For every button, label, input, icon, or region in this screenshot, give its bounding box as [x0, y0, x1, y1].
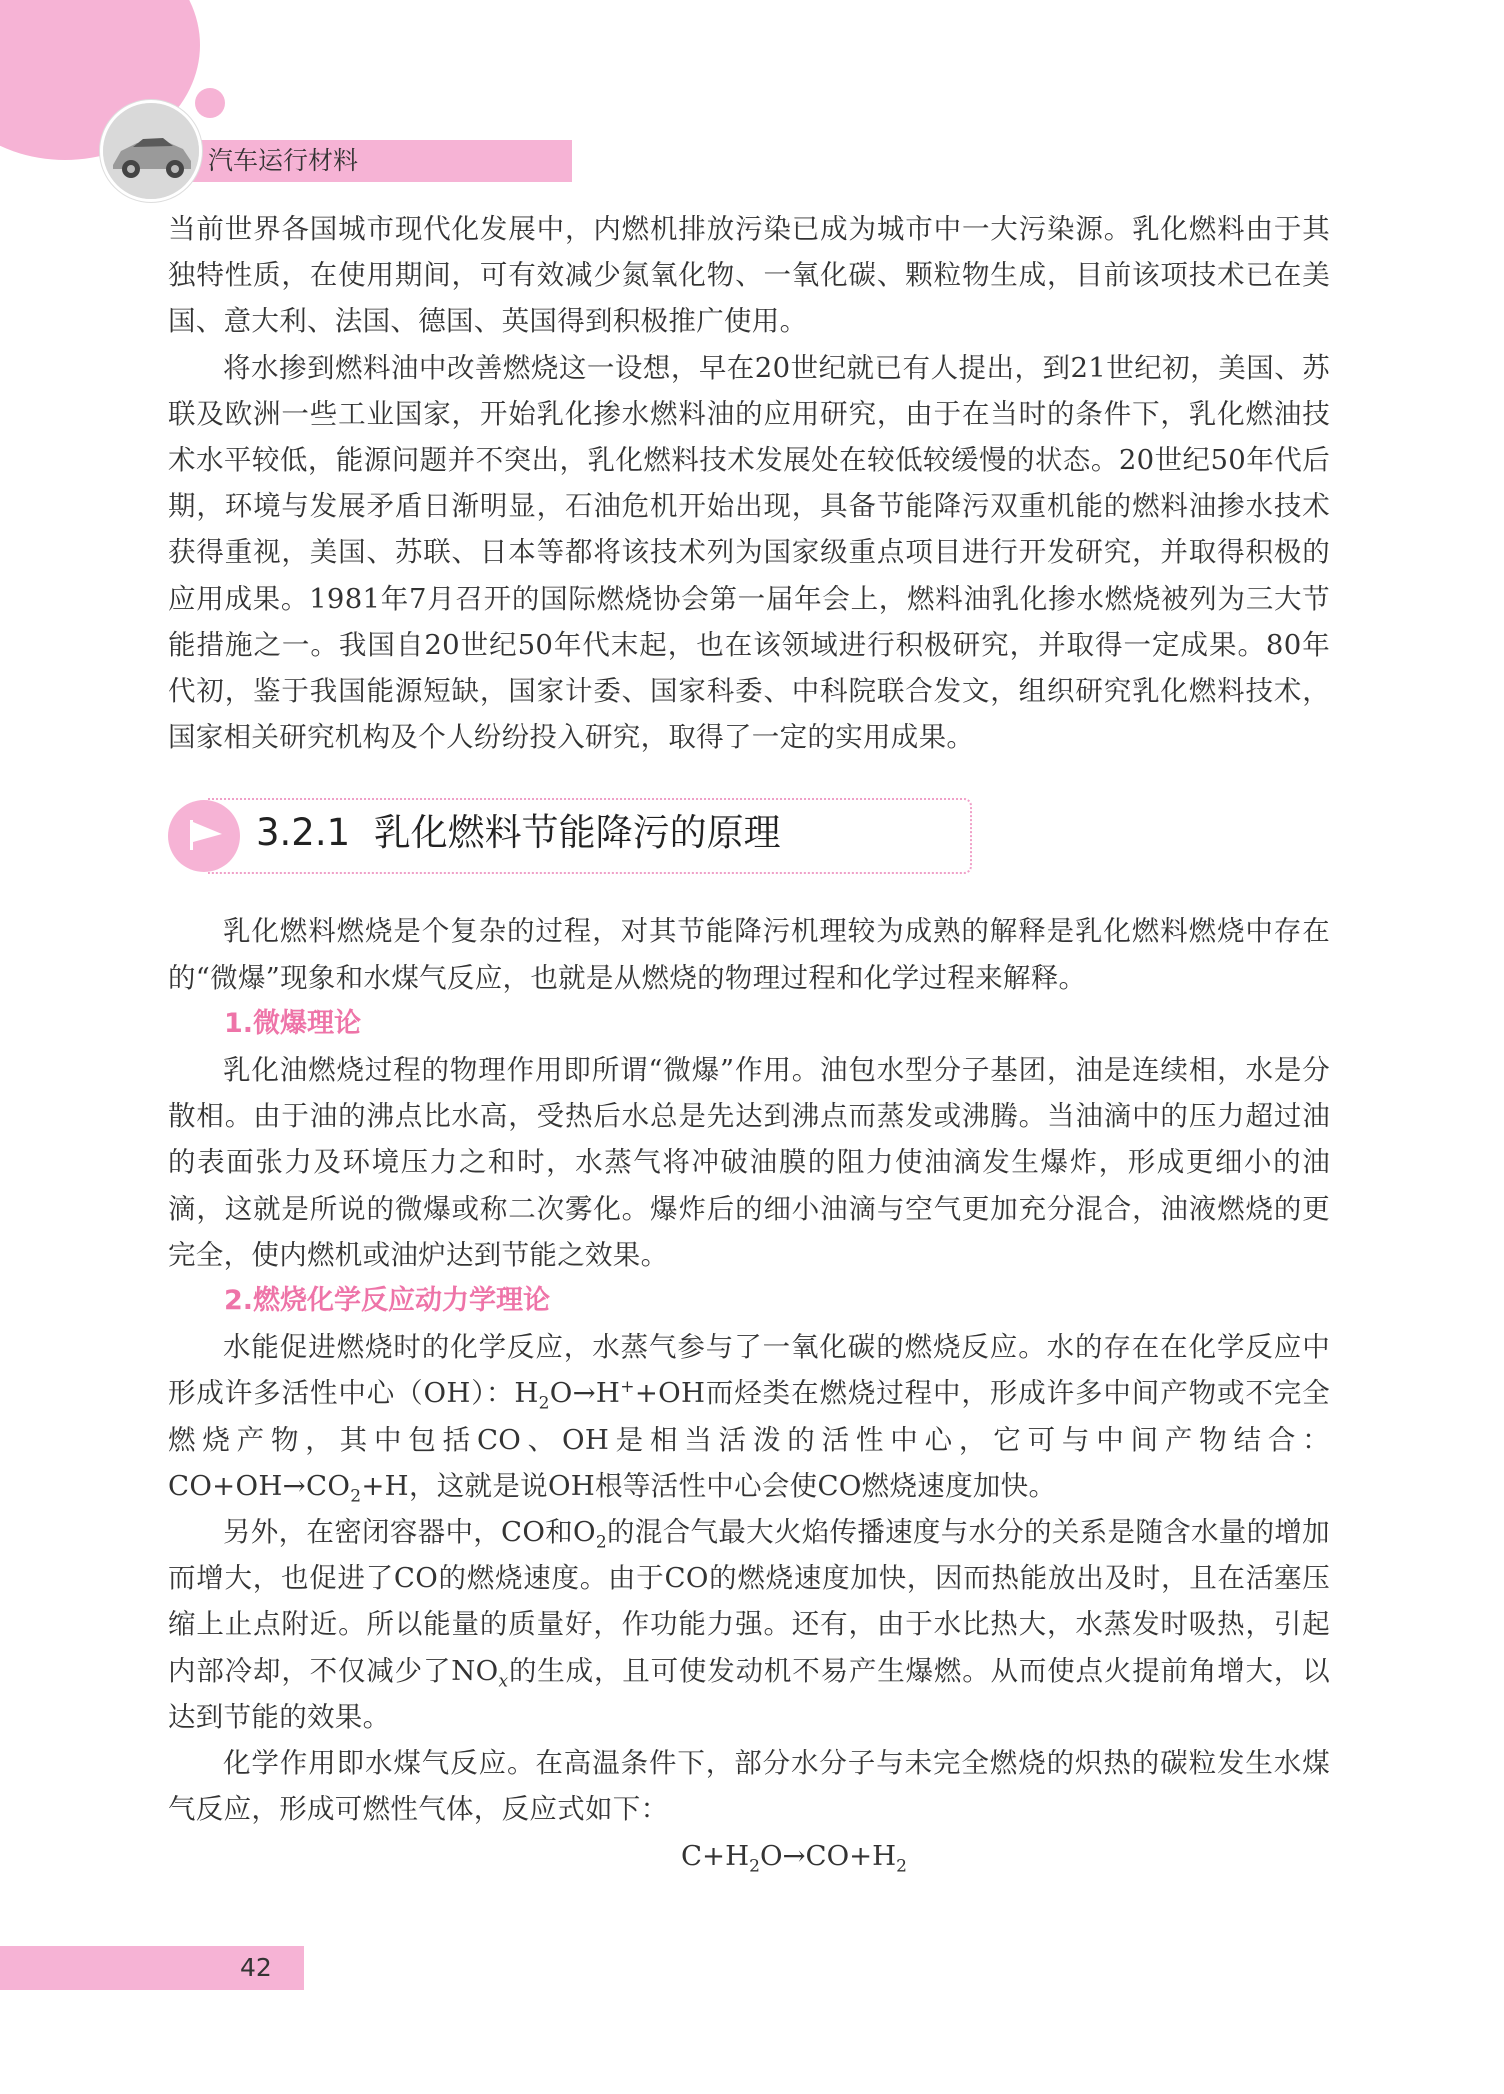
micro-explosion-paragraph: 乳化油燃烧过程的物理作用即所谓“微爆”作用。油包水型分子基团，油是连续相，水是分散相。由于油的沸点比水高，受热后水总是先达到沸点而蒸发或沸腾。当油滴中的压力超过油的表面张力及环境压力之和时，水蒸气将冲破油膜的阻力使油滴发生爆炸，形成更细小的油滴，这就是所说的微爆或称二次雾化。爆炸后的细小油滴与空气更加充分混合，油液燃烧的更完全，使内燃机或油炉达到节能之效果。 [168, 1054, 1330, 1271]
subheading-micro-explosion: 1.微爆理论 [224, 1007, 362, 1039]
flag-icon [188, 818, 224, 852]
section-number: 3.2.1 [256, 811, 351, 855]
subheading-reaction-kinetics: 2.燃烧化学反应动力学理论 [224, 1285, 551, 1317]
section-title-text: 乳化燃料节能降污的原理 [373, 811, 781, 855]
reaction-kinetics-paragraph-2: 另外，在密闭容器中，CO和$O_2$的混合气最大火焰传播速度与水分的关系是随含水量的增加而增大，也促进了CO的燃烧速度。由于CO的燃烧速度加快，因而热能放出及时，且在活塞压缩上止点附近。所以能量的质量好，作功能力强。还有，由于水比热大，水蒸发时吸热，引起内部冷却，不仅减少了$NO_x$的生成，且可使发动机不易产生爆燃。从而使点火提前角增大，以达到节能的效果。 [168, 1516, 1330, 1733]
water-gas-paragraph: 化学作用即水煤气反应。在高温条件下，部分水分子与未完全燃烧的炽热的碳粒发生水煤气反应，形成可燃性气体，反应式如下： [168, 1747, 1330, 1826]
water-gas-equation: $C+H_2O\to CO+H_2$ [681, 1839, 907, 1876]
reaction-kinetics-paragraph-1: 水能促进燃烧时的化学反应，水蒸气参与了一氧化碳的燃烧反应。水的存在在化学反应中形成许多活性中心（OH）：$H_2O\to H^++OH$而烃类在燃烧过程中，形成许多中间产物或不完全燃烧产物，其中包括CO、OH是相当活泼的活性中心，它可与中间产物结合：$CO+OH\to CO_2+H$，这就是说OH根等活性中心会使CO燃烧速度加快。 [168, 1331, 1330, 1507]
car-image [100, 100, 202, 202]
section-heading [168, 798, 1330, 898]
intro-paragraph-1: 当前世界各国城市现代化发展中，内燃机排放污染已成为城市中一大污染源。乳化燃料由于其独特性质，在使用期间，可有效减少氮氧化物、一氧化碳、颗粒物生成，目前该项技术已在美国、意大利、法国、德国、英国得到积极推广使用。 [168, 213, 1330, 338]
car-icon [103, 103, 199, 199]
section-paragraph-1: 乳化燃料燃烧是个复杂的过程，对其节能降污机理较为成熟的解释是乳化燃料燃烧中存在的“微爆”现象和水煤气反应，也就是从燃烧的物理过程和化学过程来解释。 [168, 915, 1330, 994]
page-number: 42 [240, 1953, 272, 1982]
page-content [168, 206, 1330, 1879]
intro-paragraph-2: 将水掺到燃料油中改善燃烧这一设想，早在20世纪就已有人提出，到21世纪初，美国、苏联及欧洲一些工业国家，开始乳化掺水燃料油的应用研究，由于在当时的条件下，乳化燃油技术水平较低，能源问题并不突出，乳化燃料技术发展处在较低较缓慢的状态。20世纪50年代后期，环境与发展矛盾日渐明显，石油危机开始出现，具备节能降污双重机能的燃料油掺水技术获得重视，美国、苏联、日本等都将该技术列为国家级重点项目进行开发研究，并取得积极的应用成果。1981年7月召开的国际燃烧协会第一届年会上，燃料油乳化掺水燃烧被列为三大节能措施之一。我国自20世纪50年代末起，也在该领域进行积极研究，并取得一定成果。80年代初，鉴于我国能源短缺，国家计委、国家科委、中科院联合发文，组织研究乳化燃料技术，国家相关研究机构及个人纷纷投入研究，取得了一定的实用成果。 [168, 351, 1330, 754]
running-header-title: 汽车运行材料 [208, 146, 359, 175]
corner-dot-decoration [195, 88, 225, 118]
section-title [256, 810, 781, 856]
